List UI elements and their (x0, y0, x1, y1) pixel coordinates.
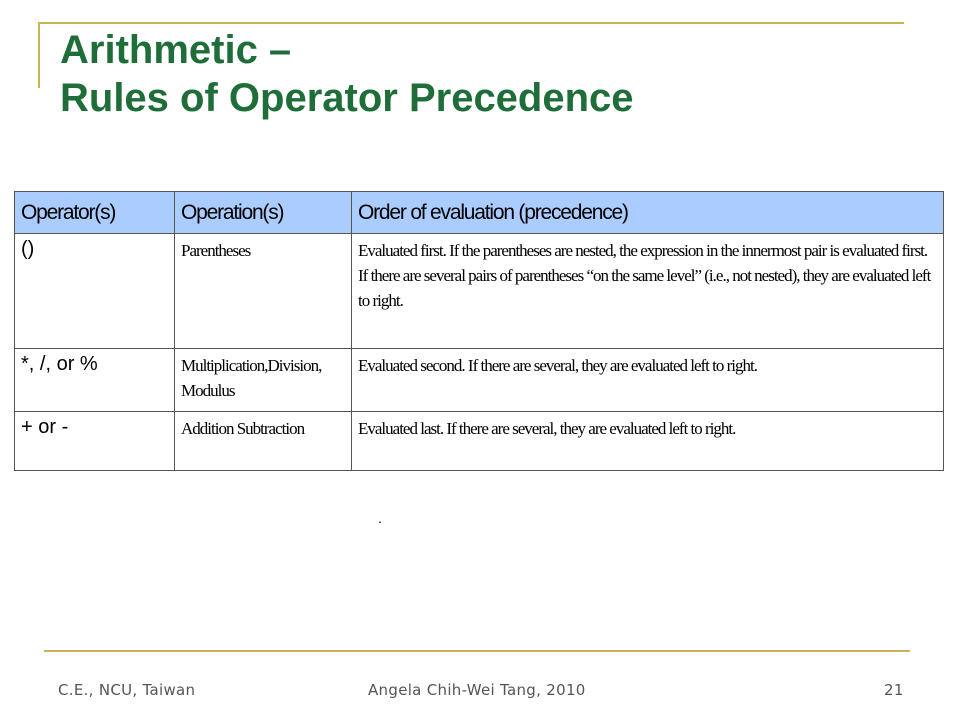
title-line-2: Rules of Operator Precedence (60, 76, 634, 120)
slide-title (60, 26, 634, 122)
cell-operation: Addition Subtraction (175, 412, 352, 471)
cell-operators: *, /, or % (15, 349, 175, 412)
header-order: Order of evaluation (precedence) (352, 192, 944, 234)
table-row (15, 412, 944, 471)
bottom-decorative-rule (44, 650, 910, 652)
cell-operation: Multiplication,Division, Modulus (175, 349, 352, 412)
footer-institution: C.E., NCU, Taiwan (58, 681, 196, 699)
cell-order: Evaluated first. If the parentheses are nested, the expression in the innermost pair is evaluated first. If there are several pairs of parentheses “on the same level” (i.e., not nested), they are evaluated left to right. (352, 234, 944, 349)
title-line-1: Arithmetic – (60, 28, 292, 72)
left-decorative-rule (38, 22, 40, 88)
cell-order: Evaluated last. If there are several, they are evaluated left to right. (352, 412, 944, 471)
header-operations: Operation(s) (175, 192, 352, 234)
table-row (15, 349, 944, 412)
table-header-row (15, 192, 944, 234)
top-decorative-rule (38, 22, 904, 24)
operator-precedence-table (14, 191, 944, 471)
cell-operators: + or - (15, 412, 175, 471)
stray-dot: . (378, 510, 382, 526)
footer-author: Angela Chih-Wei Tang, 2010 (368, 681, 586, 699)
cell-order: Evaluated second. If there are several, they are evaluated left to right. (352, 349, 944, 412)
footer-page-number: 21 (884, 681, 904, 699)
header-operators: Operator(s) (15, 192, 175, 234)
table-row (15, 234, 944, 349)
cell-operation: Parentheses (175, 234, 352, 349)
cell-operators: () (15, 234, 175, 349)
